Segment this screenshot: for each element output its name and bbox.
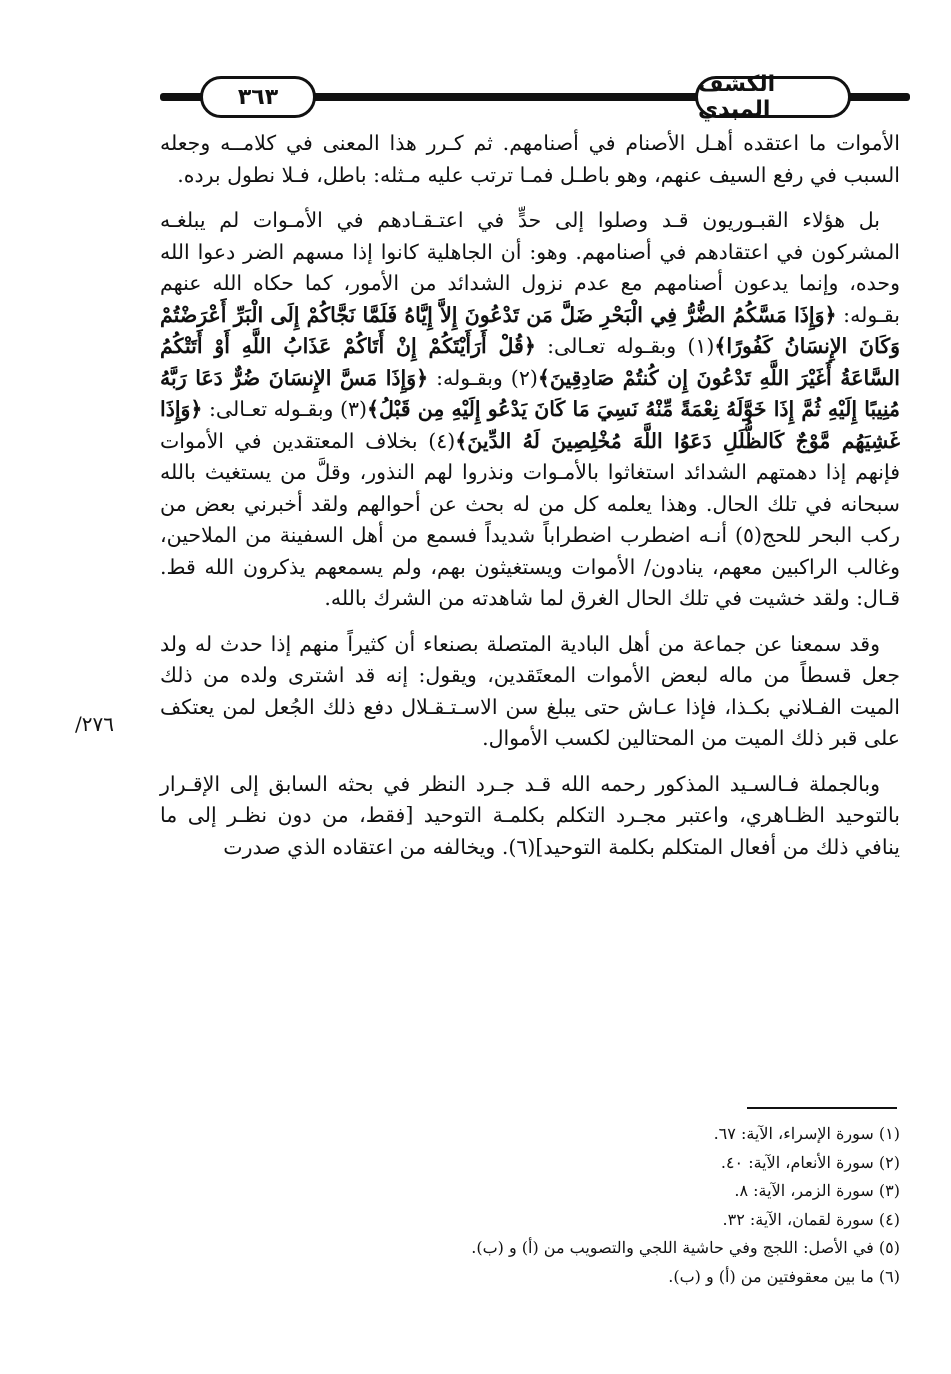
main-text <box>160 128 900 877</box>
quran-verse: ﴿وَإِذَا مَسَّكُمُ الضُّرُّ فِي الْبَحْرِ ضَلَّ مَن تَدْعُونَ إِلاَّ إِيَّاهُ فَلَمَّا نَجَّاكُمْ إِلَى الْبَرِّ أَعْرَضْتُمْ وَكَانَ الإِنسَانُ كَفُورًا﴾ <box>160 302 900 358</box>
footnote: (٣) سورة الزمر، الآية: ٨. <box>734 1181 900 1200</box>
paragraph <box>160 205 900 615</box>
paragraph <box>160 769 900 864</box>
footnote: (٦) ما بين معقوفتين من (أ) و (ب). <box>668 1266 900 1286</box>
paragraph <box>160 128 900 191</box>
text-run: وبالجملة فـالسـيد المذكور رحمه الله قـد جـرد النظر في بحثه السابق إلى الإقـرار بالتوحيد الظـاهري، واعتبر مجـرد التكلم بكلمـة التوحيد [فقط، من دون نظـر إلى ما ينافي ذلك من أفعال المتكلم بكلمة التوحيد](٦). ويخالفه من اعتقاده الذي صدرت <box>160 771 900 859</box>
manuscript-page-marker: ٢٧٦/ <box>75 712 114 736</box>
quran-verse: ﴿وَإِذَا مَسَّ الإِنسَانَ ضُرٌّ دَعَا رَبَّهُ مُنِيبًا إِلَيْهِ ثُمَّ إِذَا خَوَّلَهُ نِعْمَةً مِّنْهُ نَسِيَ مَا كَانَ يَدْعُو إِلَيْهِ مِن قَبْلُ﴾ <box>160 365 901 421</box>
footnote: (١) سورة الإسراء، الآية: ٦٧. <box>713 1124 900 1143</box>
text-run: الأموات ما اعتقده أهـل الأصنام في أصنامهم. ثم كـرر هذا المعنى في كلامــه وجعله السبب في رفع السيف عنهم، وهو باطـل فمـا ترتب عليه مـثله: باطل، فـلا نطول برده. <box>160 131 900 187</box>
footnote-separator <box>747 1107 897 1109</box>
text-run: (٣) وبقـوله تعـالى: <box>202 397 368 421</box>
page-number: ٣٦٣ <box>200 76 316 118</box>
footnotes <box>300 1120 900 1291</box>
page-header <box>160 72 910 122</box>
text-run: (١) وبقـوله تعـالى: <box>535 334 715 358</box>
paragraph <box>160 629 900 755</box>
text-run: وقد سمعنا عن جماعة من أهل البادية المتصلة بصنعاء أن كثيراً منهم إذا حدث له ولد جعل قسطاً من ماله لبعض الأموات المعتَقدين، ويقول: إنه قد اشترى ولده من ذلك الميت الفـلاني بكـذا، فإذا عـاش حتى يبلغ سن الاسـتـقـلال دفع ذلك الجُعل لمن يعتكف على قبر ذلك الميت من المحتالين لكسب الأموال. <box>160 631 900 750</box>
book-title: الكشف المبدي <box>695 76 851 118</box>
footnote: (٤) سورة لقمان، الآية: ٣٢. <box>722 1209 900 1229</box>
footnote: (٢) سورة الأنعام، الآية: ٤٠. <box>720 1152 900 1172</box>
text-run: (٤) بخلاف المعتقدين في الأموات فإنهم إذا دهمتهم الشدائد استغاثوا بالأمـوات ونذروا لهم النذور، وقلَّ من يستغيث بالله سبحانه في تلك الحال. وهذا يعلمه كل من له بحث عن أحوالهم ولقد أخبرني بعض من ركب البحر للحج(٥) أنـه اضطرب اضطراباً شديداً فسمع من أهل السفينة من الملاحين، وغالب الراكبين معهم، ينادون/ الأموات ويستغيثون بهم، ولم يسمعهم يذكرون الله قط. قـال: ولقد خشيت في تلك الحال الغرق لما شاهدته من الشرك بالله. <box>160 428 900 610</box>
footnote: (٥) في الأصل: اللجج وفي حاشية اللجي والتصويب من (أ) و (ب). <box>471 1238 900 1257</box>
text-run: (٢) وبقـوله: <box>428 365 538 390</box>
text-run: بل هؤلاء القبـوريون قـد وصلوا إلى حدٍّ في اعتـقـادهم في الأمـوات لم يبلغـه المشركون في اعتقادهم في أصنامهم. وهو: أن الجاهلية كانوا إذا مسهم الضر دعوا الله وحده، وإنما يدعون أصنامهم مع عدم نزول الشدائد من الأمور، كما حكاه الله عنهم بقـوله: <box>160 208 900 327</box>
quran-verse: ﴿وَإِذَا غَشِيَهُم مَّوْجٌ كَالظُّلَلِ دَعَوُا اللَّهَ مُخْلِصِينَ لَهُ الدِّينَ﴾ <box>160 397 900 453</box>
quran-verse: ﴿قُلْ أَرَأَيْتَكُمْ إِنْ أَتَاكُمْ عَذَابُ اللَّهِ أَوْ أَتَتْكُمُ السَّاعَةُ أَغَيْرَ اللَّهِ تَدْعُونَ إِن كُنتُمْ صَادِقِينَ﴾ <box>160 334 900 390</box>
